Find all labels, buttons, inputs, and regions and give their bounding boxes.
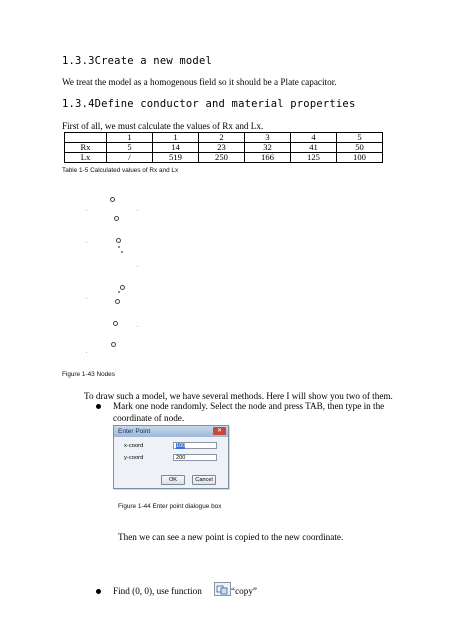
node-marker (111, 342, 116, 347)
x-coord-value: 100 (176, 443, 186, 449)
cancel-button[interactable]: Cancel (192, 475, 216, 485)
node-marker (114, 216, 119, 221)
bullet-icon (96, 404, 101, 409)
table-cell: 32 (245, 143, 291, 153)
nodes-figure (82, 180, 172, 365)
table-cell: 2 (199, 133, 245, 143)
table-cell: 1 (107, 133, 153, 143)
table-row (65, 143, 383, 153)
paragraph-calc-intro: First of all, we must calculate the values of Rx and Lx. (62, 121, 264, 131)
ok-button[interactable]: OK (161, 475, 185, 485)
table-cell: 125 (291, 153, 337, 163)
bullet-text-mark-node: Mark one node randomly. Select the node and press TAB, then type in the (113, 401, 385, 411)
rx-lx-table (64, 132, 383, 163)
copy-function-label: “copy” (231, 586, 258, 596)
node-marker (118, 291, 120, 293)
x-coord-input[interactable] (173, 442, 217, 449)
paragraph-methods-intro: To draw such a model, we have several methods. Here I will show you two of them. (84, 391, 393, 401)
table-cell: 519 (153, 153, 199, 163)
section-heading-create-model: 1.3.3Create a new model (62, 55, 212, 67)
table-cell: 250 (199, 153, 245, 163)
table-cell: 3 (245, 133, 291, 143)
dialog-title: Enter Point (114, 426, 228, 437)
table-cell: Lx (65, 153, 107, 163)
copy-tool-icon (214, 582, 231, 596)
node-marker (115, 299, 120, 304)
bullet-icon (96, 589, 101, 594)
table-cell: 23 (199, 143, 245, 153)
table-cell: 50 (337, 143, 383, 153)
table-row (65, 153, 383, 163)
table-cell: 1 (153, 133, 199, 143)
x-coord-label: x-coord (124, 443, 144, 449)
node-marker (120, 285, 125, 290)
node-marker (118, 246, 120, 248)
table-cell: 4 (291, 133, 337, 143)
close-icon[interactable]: ✕ (213, 427, 226, 435)
paragraph-homogenous-field: We treat the model as a homogenous field so it should be a Plate capacitor. (62, 77, 337, 87)
node-marker (121, 251, 123, 253)
node-marker (113, 321, 118, 326)
table-cell: 166 (245, 153, 291, 163)
table-cell (65, 133, 107, 143)
table-cell: 5 (337, 133, 383, 143)
table-cell: 5 (107, 143, 153, 153)
y-coord-input[interactable]: 200 (173, 454, 217, 461)
table-cell: Rx (65, 143, 107, 153)
dialog-caption: Figure 1-44 Enter point dialogue box (118, 503, 222, 510)
table-cell: 41 (291, 143, 337, 153)
section-heading-define-properties: 1.3.4Define conductor and material properties (62, 98, 356, 110)
bullet-text-find-origin: Find (0, 0), use function (113, 586, 202, 596)
nodes-figure-caption: Figure 1-43 Nodes (62, 371, 115, 378)
paragraph-point-copied: Then we can see a new point is copied to the new coordinate. (118, 532, 344, 542)
table-cell: 100 (337, 153, 383, 163)
node-marker (116, 238, 121, 243)
table-cell: / (107, 153, 153, 163)
y-coord-label: y-coord (124, 455, 144, 461)
node-marker (110, 197, 115, 202)
table-row (65, 133, 383, 143)
enter-point-dialog (113, 425, 229, 489)
table-cell: 14 (153, 143, 199, 153)
bullet-text-mark-node-cont: coordinate of node. (113, 413, 185, 423)
table-caption: Table 1-5 Calculated values of Rx and Lx (62, 167, 179, 174)
